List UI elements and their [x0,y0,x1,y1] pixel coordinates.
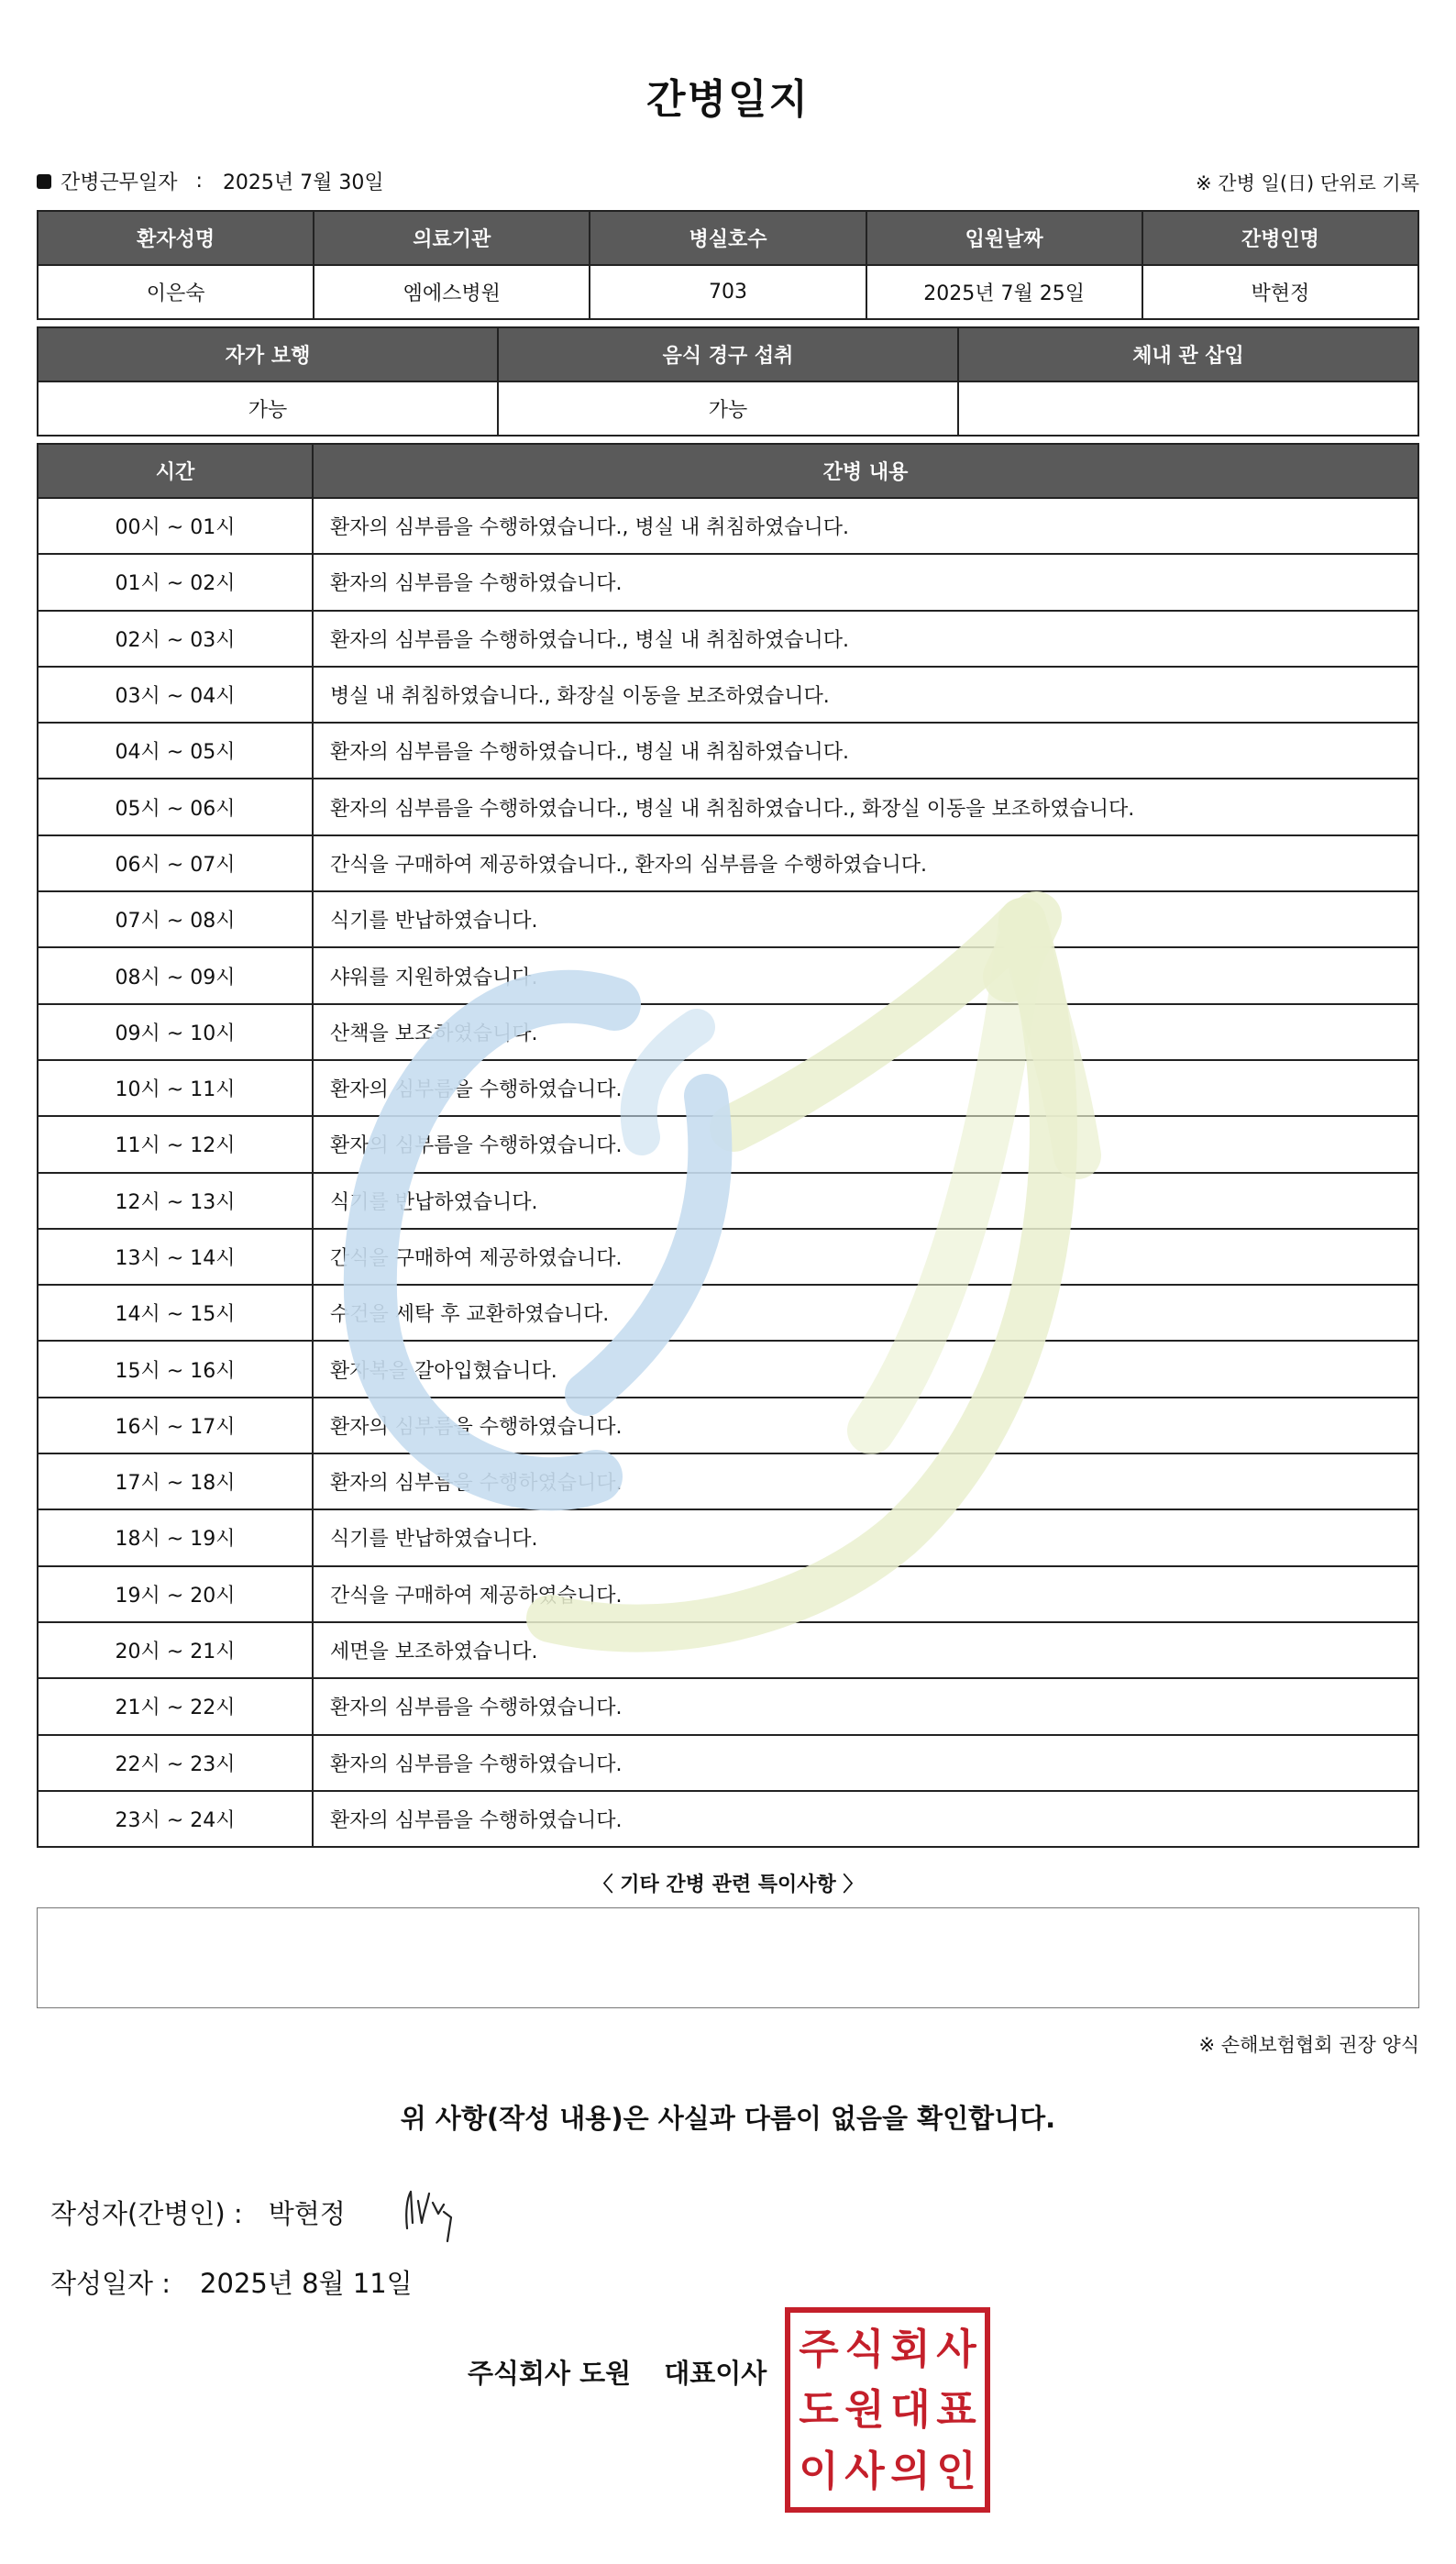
room-number-value: 703 [590,265,866,319]
care-content-cell: 식기를 반납하였습니다. [313,1173,1418,1229]
table-row [38,1678,1418,1734]
header-patient-name: 환자성명 [38,211,314,265]
work-date [37,167,384,195]
table-row [38,1453,1418,1509]
seal-character: 의 [890,2447,931,2496]
seal-character: 회 [890,2324,931,2373]
care-content-cell: 수건을 세탁 후 교환하였습니다. [313,1285,1418,1341]
header-admission-date: 입원날짜 [866,211,1142,265]
time-slot-cell: 08시 ~ 09시 [38,947,313,1003]
writer-name: 박현정 [268,2198,346,2229]
time-slot-cell: 12시 ~ 13시 [38,1173,313,1229]
care-content-cell: 간식을 구매하여 제공하였습니다. [313,1566,1418,1622]
care-content-cell: 환자의 심부름을 수행하였습니다. [313,1678,1418,1734]
table-row [38,1116,1418,1172]
care-content-cell: 샤워를 지원하였습니다. [313,947,1418,1003]
table-row [38,1398,1418,1453]
confirmation-statement: 위 사항(작성 내용)은 사실과 다름이 없음을 확인합니다. [400,2103,1056,2134]
care-content-cell: 환자의 심부름을 수행하였습니다., 병실 내 취침하였습니다. [313,498,1418,554]
time-slot-cell: 20시 ~ 21시 [38,1622,313,1678]
header-self-walking: 자가 보행 [38,327,498,381]
table-row [38,1622,1418,1678]
seal-character: 이 [799,2447,839,2496]
time-slot-cell: 13시 ~ 14시 [38,1229,313,1285]
time-slot-cell: 03시 ~ 04시 [38,667,313,723]
table-row [38,611,1418,667]
table-row [38,1004,1418,1060]
care-log-rows [38,498,1418,1847]
handwritten-signature [396,2175,469,2249]
time-slot-cell: 23시 ~ 24시 [38,1791,313,1847]
table-row [38,891,1418,947]
care-content-cell: 환자의 심부름을 수행하였습니다. [313,1735,1418,1791]
time-slot-cell: 05시 ~ 06시 [38,779,313,834]
seal-character: 주 [799,2324,839,2373]
notes-box [37,1907,1419,2008]
seal-character: 인 [936,2447,976,2496]
time-slot-cell: 11시 ~ 12시 [38,1116,313,1172]
time-slot-cell: 02시 ~ 03시 [38,611,313,667]
table-row [38,1285,1418,1341]
time-slot-cell: 10시 ~ 11시 [38,1060,313,1116]
time-slot-cell: 15시 ~ 16시 [38,1341,313,1397]
table-row [38,498,1418,554]
table-row [38,835,1418,891]
care-content-cell: 환자의 심부름을 수행하였습니다. [313,554,1418,610]
care-content-cell: 환자복을 갈아입혔습니다. [313,1341,1418,1397]
admission-date-value: 2025년 7월 25일 [866,265,1142,319]
seal-character: 사 [844,2447,885,2496]
time-slot-cell: 04시 ~ 05시 [38,723,313,779]
table-row [38,1509,1418,1565]
table-row [38,1173,1418,1229]
care-content-cell: 환자의 심부름을 수행하였습니다. [313,1791,1418,1847]
caregiver-name-value: 박현정 [1142,265,1418,319]
company-name: 주식회사 도원 [468,2358,632,2389]
care-content-cell: 환자의 심부름을 수행하였습니다. [313,1116,1418,1172]
care-content-cell: 간식을 구매하여 제공하였습니다., 환자의 심부름을 수행하였습니다. [313,835,1418,891]
table-row [38,1735,1418,1791]
work-date-separator: : [195,170,203,193]
written-date-value: 2025년 8월 11일 [200,2268,413,2299]
header-caregiver-name: 간병인명 [1142,211,1418,265]
header-room-number: 병실호수 [590,211,866,265]
self-walking-value: 가능 [38,381,498,436]
table-row [38,1566,1418,1622]
care-content-cell: 환자의 심부름을 수행하였습니다. [313,1398,1418,1453]
time-slot-cell: 19시 ~ 20시 [38,1566,313,1622]
bullet-square-icon [37,174,51,189]
table-row [38,947,1418,1003]
care-content-cell: 환자의 심부름을 수행하였습니다., 병실 내 취침하였습니다. [313,723,1418,779]
table-row [38,1229,1418,1285]
care-content-cell: 식기를 반납하였습니다. [313,1509,1418,1565]
time-slot-cell: 06시 ~ 07시 [38,835,313,891]
company-seal [785,2307,990,2513]
table-row [38,667,1418,723]
care-content-cell: 환자의 심부름을 수행하였습니다., 병실 내 취침하였습니다., 화장실 이동을 보조하였습니다. [313,779,1418,834]
time-slot-cell: 17시 ~ 18시 [38,1453,313,1509]
care-content-cell: 간식을 구매하여 제공하였습니다. [313,1229,1418,1285]
table-row [38,1341,1418,1397]
seal-character: 식 [844,2324,885,2373]
header-tube-insertion: 체내 관 삽입 [958,327,1418,381]
seal-character: 도 [799,2385,839,2435]
seal-character: 대 [890,2385,931,2435]
table-row [38,723,1418,779]
table-row [38,1791,1418,1847]
seal-character: 표 [936,2385,976,2435]
time-slot-cell: 18시 ~ 19시 [38,1509,313,1565]
table-row [38,779,1418,834]
care-content-cell: 환자의 심부름을 수행하였습니다., 병실 내 취침하였습니다. [313,611,1418,667]
care-content-cell: 환자의 심부름을 수행하였습니다. [313,1060,1418,1116]
oral-intake-value: 가능 [498,381,958,436]
patient-info-table [37,210,1419,320]
care-content-cell: 환자의 심부름을 수행하였습니다. [313,1453,1418,1509]
time-slot-cell: 21시 ~ 22시 [38,1678,313,1734]
notes-title: 〈 기타 간병 관련 특이사항 〉 [592,1873,864,1896]
daily-record-note: ※ 간병 일(日) 단위로 기록 [1196,172,1419,194]
care-content-cell: 식기를 반납하였습니다. [313,891,1418,947]
patient-name-value: 이은숙 [38,265,314,319]
header-hospital: 의료기관 [314,211,590,265]
table-row [38,1060,1418,1116]
time-slot-cell: 00시 ~ 01시 [38,498,313,554]
seal-character: 사 [936,2324,976,2373]
writer-line [50,2194,346,2231]
time-slot-cell: 14시 ~ 15시 [38,1285,313,1341]
hospital-value: 엠에스병원 [314,265,590,319]
care-log-table [37,443,1419,1848]
time-slot-cell: 22시 ~ 23시 [38,1735,313,1791]
page-title: 간병일지 [645,76,810,123]
writer-label: 작성자(간병인) : [50,2198,243,2229]
tube-insertion-value [958,381,1418,436]
header-oral-intake: 음식 경구 섭취 [498,327,958,381]
time-slot-cell: 01시 ~ 02시 [38,554,313,610]
patient-status-table [37,326,1419,437]
care-content-cell: 산책을 보조하였습니다. [313,1004,1418,1060]
representative-title: 대표이사 [664,2358,767,2389]
care-content-cell: 세면을 보조하였습니다. [313,1622,1418,1678]
work-date-value: 2025년 7월 30일 [222,171,384,194]
time-slot-cell: 16시 ~ 17시 [38,1398,313,1453]
written-date-label: 작성일자 : [50,2268,171,2299]
company-line [468,2353,767,2391]
written-date-line [50,2263,413,2301]
seal-character: 원 [844,2385,885,2435]
table-row [38,554,1418,610]
work-date-label: 간병근무일자 [61,171,178,194]
association-note: ※ 손해보험협회 권장 양식 [1198,2034,1419,2056]
time-slot-cell: 07시 ~ 08시 [38,891,313,947]
header-time: 시간 [38,444,313,498]
care-content-cell: 병실 내 취침하였습니다., 화장실 이동을 보조하였습니다. [313,667,1418,723]
header-care-content: 간병 내용 [313,444,1418,498]
time-slot-cell: 09시 ~ 10시 [38,1004,313,1060]
